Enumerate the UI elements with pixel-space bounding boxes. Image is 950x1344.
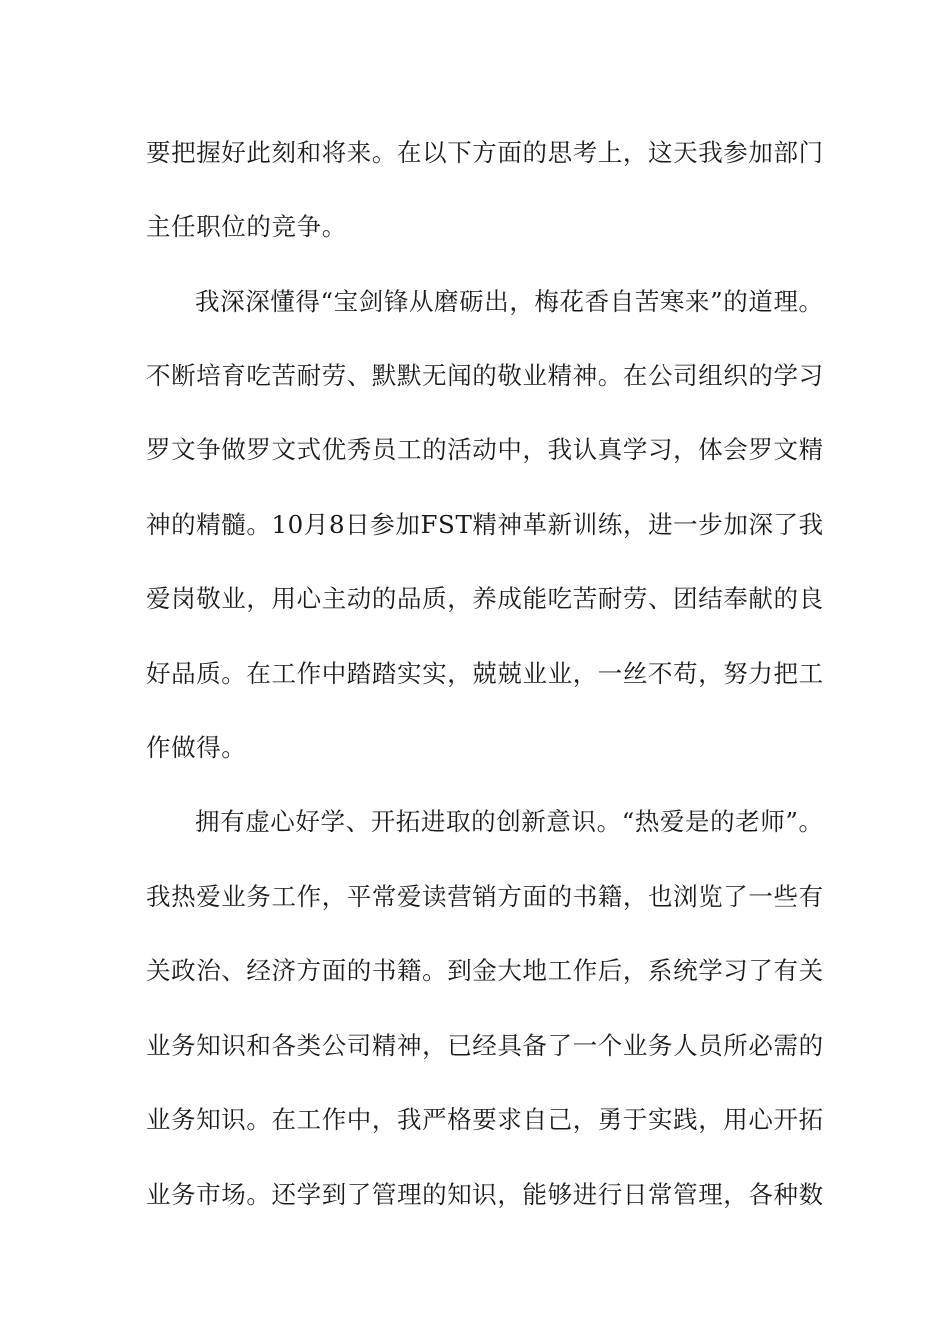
text-line: 我热爱业务工作，平常爱读营销方面的书籍，也浏览了一些有	[146, 882, 824, 911]
text-line: 罗文争做罗文式优秀员工的活动中，我认真学习，体会罗文精	[146, 435, 824, 464]
text-line: 爱岗敬业，用心主动的品质，养成能吃苦耐劳、团结奉献的良	[146, 584, 824, 613]
text-line: 神的精髓。10月8日参加FST精神革新训练，进一步加深了我	[146, 510, 824, 539]
text-line: 业务知识和各类公司精神，已经具备了一个业务人员所必需的	[146, 1031, 824, 1060]
paragraph-start-line: 拥有虚心好学、开拓进取的创新意识。“热爱是的老师”。	[195, 807, 824, 836]
text-line: 作做得。	[146, 733, 247, 762]
text-line: 关政治、经济方面的书籍。到金大地工作后，系统学习了有关	[146, 956, 824, 985]
text-line: 好品质。在工作中踏踏实实，兢兢业业，一丝不苟，努力把工	[146, 659, 824, 688]
text-line: 业务市场。还学到了管理的知识，能够进行日常管理，各种数	[146, 1180, 824, 1209]
text-line: 要把握好此刻和将来。在以下方面的思考上，这天我参加部门	[146, 138, 824, 167]
text-line: 业务知识。在工作中，我严格要求自己，勇于实践，用心开拓	[146, 1105, 824, 1134]
text-line: 不断培育吃苦耐劳、默默无闻的敬业精神。在公司组织的学习	[146, 361, 824, 390]
paragraph-start-line: 我深深懂得“宝剑锋从磨砺出，梅花香自苦寒来”的道理。	[195, 287, 824, 316]
text-line: 主任职位的竞争。	[146, 212, 347, 241]
